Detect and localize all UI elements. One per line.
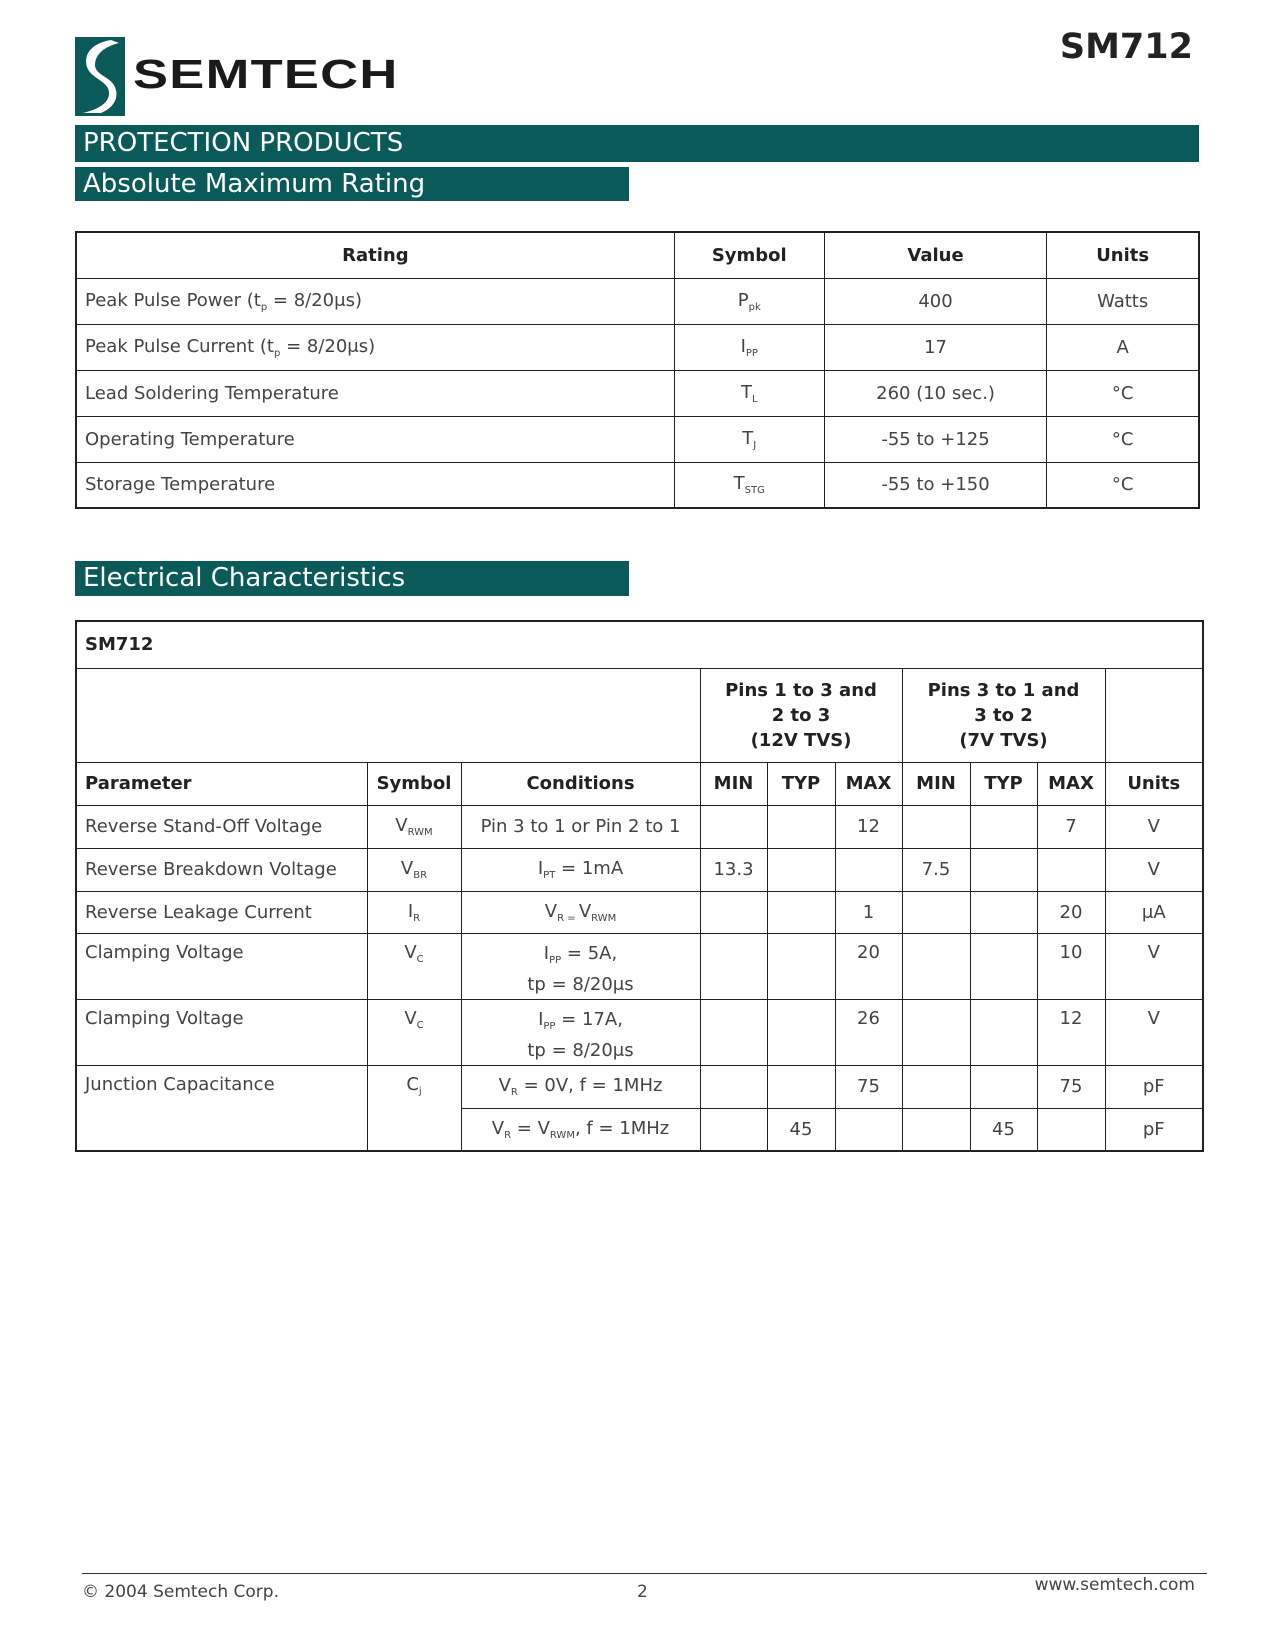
col-header: Value [824,232,1047,278]
table-row [76,370,1199,416]
table-header-row [76,232,1199,278]
param-cell: Reverse Stand-Off Voltage [76,805,367,848]
value-cell [700,1065,767,1108]
symbol-cell: $T_{STG}$ [674,462,824,508]
conditions-cell: $V_{R =}$ $V_{RWM}$ [461,891,700,933]
value-cell: 17 [824,324,1047,370]
footer-url-link[interactable]: www.semtech.com [1034,1575,1195,1595]
col-header: Units [1047,232,1199,278]
units-cell: V [1105,805,1203,848]
value-cell [700,891,767,933]
units-cell: pF [1105,1108,1203,1151]
group2-header: Pins 3 to 1 and 3 to 2 (7V TVS) [902,668,1105,762]
col-header: Parameter [76,762,367,805]
units-cell: pF [1105,1065,1203,1108]
value-cell [1037,848,1105,891]
col-header: MIN [700,762,767,805]
table-row [76,848,1203,891]
col-header: Symbol [674,232,824,278]
col-header: MIN [902,762,970,805]
page-number: 2 [637,1582,648,1602]
value-cell [767,1065,835,1108]
value-cell [767,933,835,999]
value-cell [970,1065,1037,1108]
value-cell: 12 [1037,999,1105,1065]
table-row [76,324,1199,370]
col-header: Rating [76,232,674,278]
param-cell: Clamping Voltage [76,999,367,1065]
param-cell: Reverse Leakage Current [76,891,367,933]
conditions-cell: Pin 3 to 1 or Pin 2 to 1 [461,805,700,848]
value-cell [835,848,902,891]
table-row [76,933,1203,999]
device-name: SM712 [76,621,1203,668]
units-cell: °C [1047,462,1199,508]
value-cell [902,1065,970,1108]
footer-copyright: © 2004 Semtech Corp. [82,1582,279,1602]
value-cell [970,848,1037,891]
value-cell [767,805,835,848]
value-cell [902,1108,970,1151]
value-cell [970,933,1037,999]
units-cell: °C [1047,370,1199,416]
value-cell: 13.3 [700,848,767,891]
group-header-row [76,668,1203,762]
value-cell: -55 to +150 [824,462,1047,508]
col-header: Conditions [461,762,700,805]
abs-max-title: Absolute Maximum Rating [75,167,629,201]
col-header: MAX [1037,762,1105,805]
table-row [76,891,1203,933]
rating-cell: Peak Pulse Power $(t_p = 8/20\mu s)$ [76,278,674,324]
units-cell: Watts [1047,278,1199,324]
col-header: Symbol [367,762,461,805]
symbol-cell: $T_J$ [674,416,824,462]
units-cell: V [1105,933,1203,999]
group1-header: Pins 1 to 3 and 2 to 3 (12V TVS) [700,668,902,762]
table-row [76,1065,1203,1108]
value-cell: 400 [824,278,1047,324]
rating-cell: Peak Pulse Current $(t_p = 8/20\mu s)$ [76,324,674,370]
value-cell [767,999,835,1065]
symbol-cell: $V_{BR}$ [367,848,461,891]
value-cell [767,848,835,891]
table-header-row [76,762,1203,805]
empty-cell [76,668,700,762]
value-cell [700,1108,767,1151]
value-cell [700,999,767,1065]
value-cell [970,999,1037,1065]
symbol-cell: $V_C$ [367,999,461,1065]
conditions-cell: $V_R = V_{RWM}$, f = 1MHz [461,1108,700,1151]
rating-cell: Operating Temperature [76,416,674,462]
value-cell: 45 [767,1108,835,1151]
value-cell: 7.5 [902,848,970,891]
footer-divider [82,1573,1207,1574]
symbol-cell: $T_L$ [674,370,824,416]
value-cell [970,891,1037,933]
value-cell: 75 [1037,1065,1105,1108]
semtech-logo-text: SEMTECH [133,51,399,97]
units-cell: A [1047,324,1199,370]
table-row [76,278,1199,324]
value-cell: 7 [1037,805,1105,848]
value-cell [902,891,970,933]
symbol-cell: $V_C$ [367,933,461,999]
value-cell [902,933,970,999]
value-cell: 20 [835,933,902,999]
value-cell: 12 [835,805,902,848]
value-cell: 10 [1037,933,1105,999]
col-header: MAX [835,762,902,805]
value-cell: 20 [1037,891,1105,933]
units-cell: μA [1105,891,1203,933]
table-row [76,805,1203,848]
symbol-cell: $I_R$ [367,891,461,933]
conditions-cell: $I_{PP} = 17A$, tp = 8/20μs [461,999,700,1065]
value-cell [902,999,970,1065]
value-cell [1037,1108,1105,1151]
electrical-table [75,620,1204,1152]
value-cell [700,805,767,848]
col-header: TYP [767,762,835,805]
symbol-cell: $V_{RWM}$ [367,805,461,848]
conditions-cell: $V_R = 0V$, f = 1MHz [461,1065,700,1108]
value-cell: 75 [835,1065,902,1108]
electrical-characteristics-title: Electrical Characteristics [75,561,629,596]
conditions-cell: $I_{PP} = 5A$, tp = 8/20μs [461,933,700,999]
value-cell: -55 to +125 [824,416,1047,462]
protection-products-bar: PROTECTION PRODUCTS [75,125,1199,162]
table-row [76,416,1199,462]
value-cell: 260 (10 sec.) [824,370,1047,416]
rating-cell: Storage Temperature [76,462,674,508]
symbol-cell: $P_{pk}$ [674,278,824,324]
symbol-cell: $C_j$ [367,1065,461,1151]
part-number: SM712 [1059,27,1193,67]
value-cell [902,805,970,848]
col-header: TYP [970,762,1037,805]
abs-max-table [75,231,1200,509]
param-cell: Clamping Voltage [76,933,367,999]
empty-cell [1105,668,1203,762]
param-cell: Junction Capacitance [76,1065,367,1151]
value-cell: 26 [835,999,902,1065]
units-cell: °C [1047,416,1199,462]
units-cell: V [1105,848,1203,891]
table-row [76,999,1203,1065]
value-cell [970,805,1037,848]
device-row [76,621,1203,668]
value-cell [767,891,835,933]
semtech-logo-icon [75,37,125,116]
symbol-cell: $I_{PP}$ [674,324,824,370]
col-header: Units [1105,762,1203,805]
table-row [76,462,1199,508]
param-cell: Reverse Breakdown Voltage [76,848,367,891]
value-cell: 45 [970,1108,1037,1151]
value-cell [835,1108,902,1151]
conditions-cell: $I_{PT} = 1mA$ [461,848,700,891]
value-cell: 1 [835,891,902,933]
rating-cell: Lead Soldering Temperature [76,370,674,416]
value-cell [700,933,767,999]
units-cell: V [1105,999,1203,1065]
